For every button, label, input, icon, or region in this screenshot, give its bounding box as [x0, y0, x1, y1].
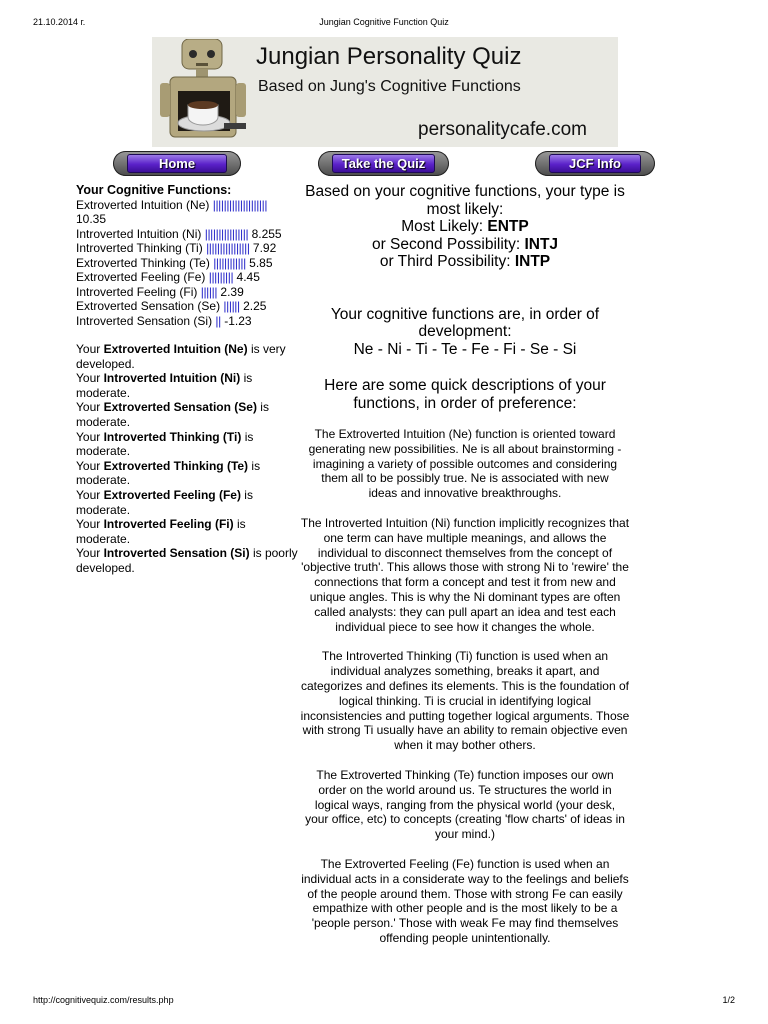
order-heading: Your cognitive functions are, in order of development:: [330, 305, 600, 340]
score-bar: ||: [215, 313, 221, 328]
result-intro: Based on your cognitive functions, your type is most likely:: [305, 183, 625, 218]
take-quiz-button-label: Take the Quiz: [332, 154, 435, 173]
score-label: Extroverted Thinking (Te): [76, 255, 210, 270]
development-row: Your Introverted Sensation (Si) is poorly developed.: [76, 546, 298, 575]
score-value: 4.45: [236, 270, 260, 284]
score-bar: ||||||||||||||||: [206, 241, 250, 255]
banner-site: personalitycafe.com: [418, 119, 587, 140]
take-quiz-button[interactable]: [318, 151, 449, 176]
development-row: Your Extroverted Feeling (Fe) is moderate.: [76, 487, 253, 517]
score-row-si: [76, 314, 298, 329]
description-ni: The Introverted Intuition (Ni) function implicitly recognizes that one term can have multiple meanings, and allows the individual to disconnect themselves from the concept of 'objective truth'. This allows those with strong Ni to 'rewire' the connections that form a concept and test it from new and unique angles. This is why the Ni dominant types are often called analysts: they can pull apart an idea and test each individual piece to see how it changes the whole.: [300, 515, 630, 634]
site-banner: [152, 37, 618, 147]
type-second: INTJ: [524, 235, 559, 253]
score-row-ni: [76, 227, 298, 242]
functions-panel: [76, 183, 298, 576]
development-row: Your Extroverted Thinking (Te) is moderate.: [76, 458, 261, 488]
score-value: -1.23: [224, 313, 252, 328]
type-third: INTP: [514, 253, 551, 270]
score-row-se: [76, 299, 298, 314]
development-row: Your Introverted Thinking (Ti) is moderate.: [76, 429, 254, 459]
score-label: Extroverted Feeling (Fe): [76, 270, 206, 284]
development-row: Your Extroverted Sensation (Se) is moderate.: [76, 400, 269, 429]
result-third: or Third Possibility: INTP: [379, 253, 551, 270]
description-ti: The Introverted Thinking (Ti) function is used when an individual analyzes something, breaks it apart, and categorizes and defines its elements. This is the foundation of logical thinking. Ti is crucial in identifying logical inconsistencies and putting together logical arguments. Those with strong Ti usually have an ability to remain objective even when it may bother others.: [300, 649, 630, 753]
development-list: [76, 342, 298, 576]
score-row-te: [76, 256, 298, 271]
function-name: Extroverted Feeling (Fe): [103, 487, 241, 502]
score-bar: |||||||||: [208, 270, 234, 284]
score-bar: ||||||: [223, 299, 240, 313]
result-second: or Second Possibility: INTJ: [371, 235, 559, 253]
function-name: Introverted Sensation (Si): [103, 546, 250, 561]
score-row-fe: [76, 270, 298, 285]
score-label: Extroverted Intuition (Ne): [76, 197, 210, 212]
order-sequence: Ne - Ni - Ti - Te - Fe - Fi - Se - Si: [353, 340, 577, 358]
score-label: Extroverted Sensation (Se): [76, 299, 221, 313]
results-panel: [300, 183, 630, 946]
score-value: 2.25: [243, 299, 267, 313]
score-value: 8.255: [251, 226, 282, 241]
banner-title: Jungian Personality Quiz: [256, 43, 522, 70]
page-url: http://cognitivequiz.com/results.php: [33, 995, 174, 1005]
score-bar: ||||||||||||: [213, 255, 246, 270]
development-row: Your Extroverted Intuition (Ne) is very developed.: [76, 342, 286, 371]
descriptions-heading: Here are some quick descriptions of your functions, in order of preference:: [324, 377, 606, 412]
development-row: Your Introverted Feeling (Fi) is moderate.: [76, 517, 246, 546]
score-value: 7.92: [252, 241, 277, 255]
function-name: Introverted Intuition (Ni): [103, 371, 241, 386]
score-bar: ||||||: [200, 284, 218, 299]
print-date: 21.10.2014 г.: [33, 17, 86, 27]
robot-coffee-logo: [160, 39, 258, 145]
score-bar: ||||||||||||||||: [204, 226, 249, 241]
home-button[interactable]: [113, 151, 241, 176]
jcf-info-button[interactable]: [535, 151, 655, 176]
home-button-label: Home: [127, 154, 227, 173]
description-ne: The Extroverted Intuition (Ne) function is oriented toward generating new possibilities. Ne is all about brainstorming - imagining a variety of possible outcomes and considering them all to be possibly true. Ne is associated with new ideas and innovative breakthroughs.: [308, 427, 622, 501]
function-name: Extroverted Thinking (Te): [103, 458, 249, 473]
score-value: 10.35: [76, 212, 107, 226]
score-label: Introverted Intuition (Ni): [76, 226, 202, 241]
score-bar: ||||||||||||||||||||: [212, 197, 268, 212]
score-row-fi: [76, 285, 298, 300]
score-row-ti: [76, 241, 298, 256]
score-label: Introverted Thinking (Ti): [76, 241, 203, 255]
function-name: Extroverted Sensation (Se): [103, 400, 257, 415]
function-name: Introverted Feeling (Fi): [103, 517, 234, 532]
function-name: Extroverted Intuition (Ne): [103, 342, 248, 356]
score-label: Introverted Sensation (Si): [76, 313, 213, 328]
banner-subtitle: Based on Jung's Cognitive Functions: [258, 78, 521, 95]
score-label: Introverted Feeling (Fi): [76, 284, 198, 299]
type-most-likely: ENTP: [487, 218, 529, 235]
development-row: Your Introverted Intuition (Ni) is moderate.: [76, 371, 253, 400]
page-number: 1/2: [722, 995, 735, 1005]
score-list: [76, 198, 298, 329]
description-fe: The Extroverted Feeling (Fe) function is used when an individual acts in a considerate way to the feelings and beliefs of the people around them. Those with strong Fe can easily empathize with other people and is the most likely to be a 'people person.' Those with weak Fe may find themselves offending people unintentionally.: [301, 856, 629, 945]
jcf-info-button-label: JCF Info: [549, 154, 641, 173]
functions-heading: Your Cognitive Functions:: [76, 183, 232, 197]
score-value: 5.85: [249, 255, 273, 270]
function-name: Introverted Thinking (Ti): [103, 429, 242, 444]
score-value: 2.39: [220, 284, 244, 299]
description-te: The Extroverted Thinking (Te) function imposes our own order on the world around us. Te structures the world in logical ways, ranging from the physical world (your desk, your office, etc) to concepts (creating 'flow charts' of ideas in your mind.): [305, 767, 625, 842]
score-row-ne: [76, 198, 298, 227]
result-most-likely: Most Likely: ENTP: [401, 218, 529, 235]
print-title: Jungian Cognitive Function Quiz: [319, 17, 449, 27]
